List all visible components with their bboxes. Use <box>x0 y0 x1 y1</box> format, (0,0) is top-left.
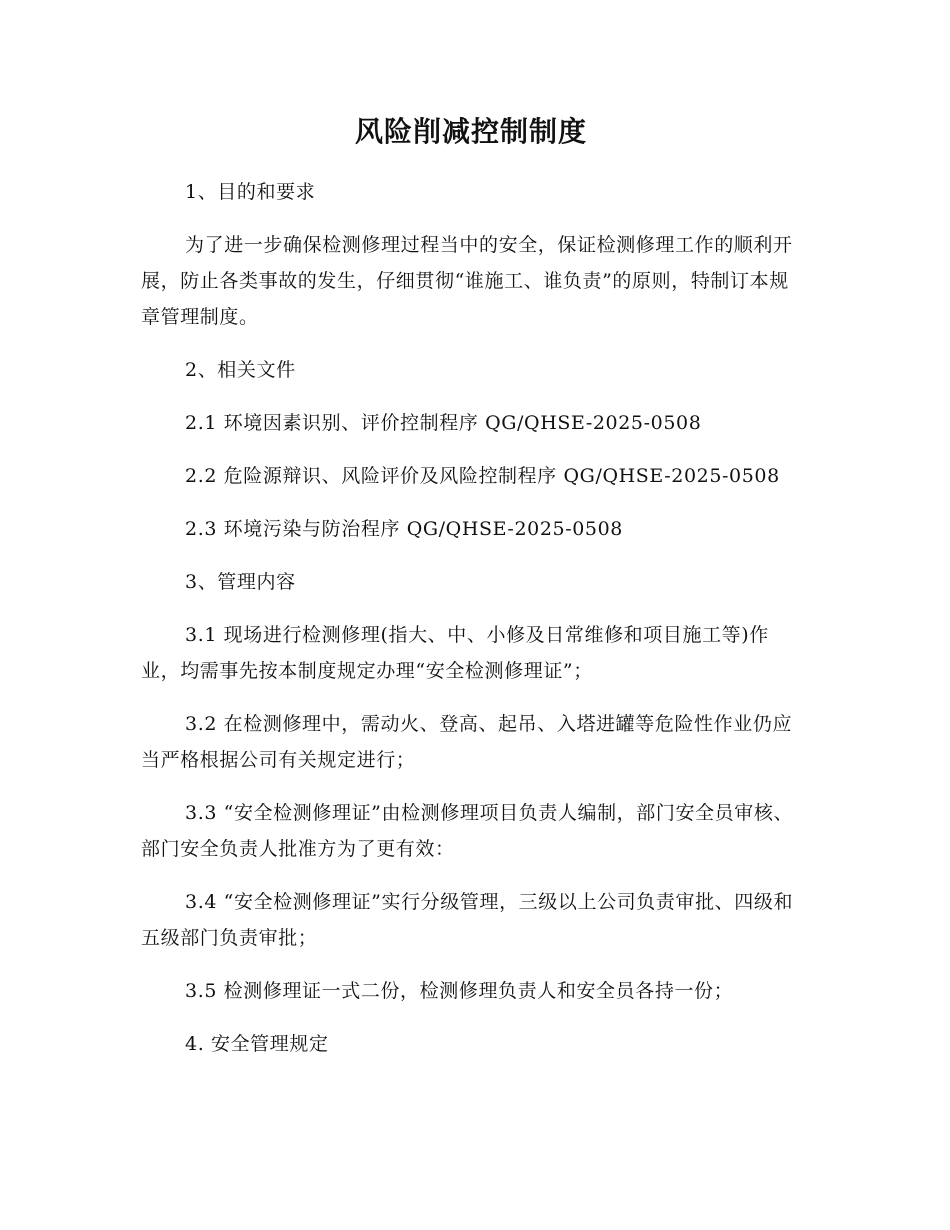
paragraph-management-3-2: 3.2 在检测修理中，需动火、登高、起吊、入塔进罐等危险性作业仍应当严格根据公司有关规定进行； <box>141 713 793 771</box>
section-heading-safety-rules: 4. 安全管理规定 <box>185 1033 329 1055</box>
paragraph-management-3-5: 3.5 检测修理证一式二份，检测修理负责人和安全员各持一份； <box>185 980 734 1002</box>
document-body <box>141 112 801 1079</box>
paragraph-management-3-1: 3.1 现场进行检测修理(指大、中、小修及日常维修和项目施工等)作业，均需事先按本制度规定办理“安全检测修理证”； <box>141 624 769 682</box>
section-heading-purpose: 1、目的和要求 <box>185 181 316 203</box>
paragraph-management-3-4: 3.4 “安全检测修理证”实行分级管理，三级以上公司负责审批、四级和五级部门负责审批； <box>141 891 794 949</box>
section-heading-management-content: 3、管理内容 <box>185 571 296 593</box>
paragraph-related-file-2-1: 2.1 环境因素识别、评价控制程序 QG/QHSE-2025-0508 <box>185 412 702 434</box>
document-title: 风险削减控制制度 <box>354 115 587 148</box>
paragraph-purpose: 为了进一步确保检测修理过程当中的安全，保证检测修理工作的顺利开展，防止各类事故的发生，仔细贯彻“谁施工、谁负责”的原则，特制订本规章管理制度。 <box>141 234 793 328</box>
paragraph-related-file-2-3: 2.3 环境污染与防治程序 QG/QHSE-2025-0508 <box>185 518 623 540</box>
paragraph-related-file-2-2: 2.2 危险源辩识、风险评价及风险控制程序 QG/QHSE-2025-0508 <box>185 465 780 487</box>
section-heading-related-files: 2、相关文件 <box>185 359 296 381</box>
paragraph-management-3-3: 3.3 “安全检测修理证”由检测修理项目负责人编制，部门安全员审核、部门安全负责人批准方为了更有效： <box>141 802 794 860</box>
